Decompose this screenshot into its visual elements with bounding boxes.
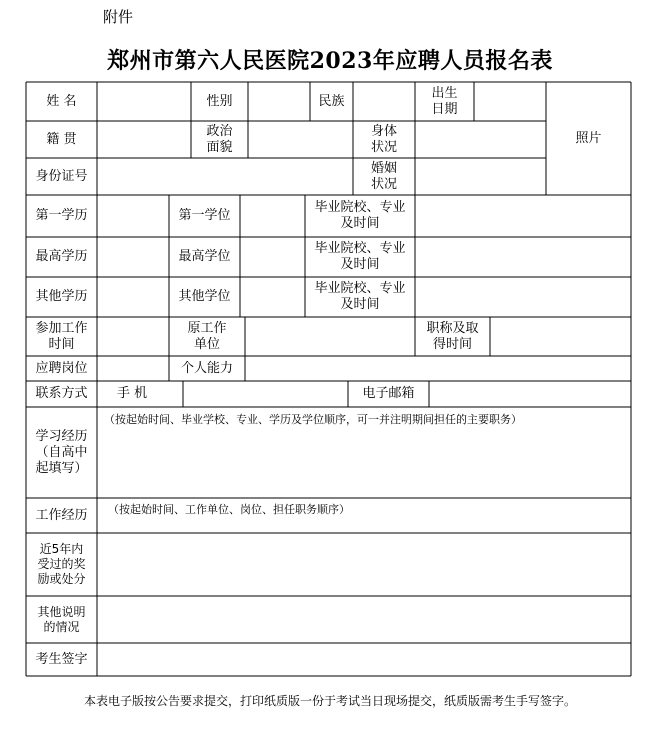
input-other-notes[interactable] — [98, 597, 630, 642]
label-other-grad-line1: 毕业院校、专业 — [314, 281, 406, 296]
label-other-education: 其他学历 — [35, 289, 88, 304]
label-highest-graduation — [305, 237, 415, 277]
label-first-grad-line1: 毕业院校、专业 — [314, 200, 406, 215]
label-political-status — [191, 121, 248, 158]
label-signature: 考生签字 — [35, 651, 88, 667]
label-work-start-line2: 时间 — [48, 336, 75, 352]
label-health-line2: 状况 — [370, 139, 397, 155]
input-name[interactable] — [98, 83, 190, 120]
label-former-unit-line1: 原工作 — [187, 320, 227, 336]
form-title: 郑州市第六人民医院2023年应聘人员报名表 — [107, 48, 553, 74]
label-awards-line1: 近5年内 — [39, 542, 84, 556]
label-birth-line2: 日期 — [431, 101, 458, 117]
label-contact: 联系方式 — [35, 386, 88, 401]
footer-note: 本表电子版按公告要求提交，打印纸质版一份于考试当日现场提交，纸质版需考生手写签字。 — [83, 694, 576, 708]
input-first-degree[interactable] — [241, 196, 304, 236]
label-birth-date — [415, 82, 474, 121]
label-highest-education: 最高学历 — [35, 249, 88, 264]
label-health-line1: 身体 — [370, 123, 397, 139]
label-former-unit — [169, 317, 245, 356]
label-email: 电子邮箱 — [362, 386, 415, 401]
input-native-place[interactable] — [98, 122, 190, 157]
label-awards-line3: 励或处分 — [37, 572, 86, 586]
input-work-start[interactable] — [98, 318, 168, 355]
label-highest-grad-line1: 毕业院校、专业 — [314, 241, 406, 256]
input-health[interactable] — [416, 122, 545, 157]
label-title-time-line1: 职称及取 — [426, 320, 479, 336]
input-applied-post[interactable] — [98, 357, 168, 380]
label-marital-line1: 婚姻 — [370, 160, 397, 176]
work-history-hint: （按起始时间、工作单位、岗位、担任职务顺序） — [108, 503, 350, 516]
input-signature[interactable] — [98, 644, 630, 675]
photo-box[interactable] — [546, 82, 631, 195]
label-title-time-line2: 得时间 — [432, 336, 472, 352]
label-personal-ability: 个人能力 — [180, 360, 233, 376]
label-gender: 性别 — [206, 93, 233, 109]
label-other-line2: 的情况 — [43, 619, 80, 634]
label-other-grad-line2: 及时间 — [340, 297, 380, 312]
label-first-grad-line2: 及时间 — [340, 216, 380, 231]
input-study-history[interactable] — [98, 408, 630, 497]
label-work-history: 工作经历 — [35, 507, 88, 523]
label-study-line3: 起填写） — [35, 460, 88, 476]
label-other-degree: 其他学位 — [178, 289, 231, 304]
label-political-line2: 面貌 — [206, 139, 233, 155]
input-marital[interactable] — [416, 159, 545, 194]
label-title-time — [415, 317, 490, 356]
input-first-education[interactable] — [98, 196, 168, 236]
input-title-time[interactable] — [491, 318, 630, 355]
input-email[interactable] — [430, 382, 630, 406]
label-birth-line1: 出生 — [431, 85, 458, 101]
label-study-line1: 学习经历 — [35, 428, 88, 444]
label-applied-post: 应聘岗位 — [35, 360, 88, 376]
label-awards-line2: 受过的奖 — [37, 557, 86, 571]
label-political-line1: 政治 — [206, 123, 233, 139]
input-former-unit[interactable] — [246, 318, 414, 355]
input-awards[interactable] — [98, 534, 630, 595]
input-birth-date[interactable] — [475, 83, 545, 120]
input-other-degree[interactable] — [241, 278, 304, 316]
label-other-graduation — [305, 277, 415, 317]
input-first-graduation[interactable] — [416, 196, 630, 236]
input-gender[interactable] — [249, 83, 309, 120]
input-other-education[interactable] — [98, 278, 168, 316]
input-highest-degree[interactable] — [241, 238, 304, 276]
label-highest-degree: 最高学位 — [178, 249, 231, 264]
label-other-notes — [26, 596, 97, 643]
label-other-line1: 其他说明 — [37, 604, 86, 619]
label-study-history — [26, 407, 97, 498]
label-id-number: 身份证号 — [35, 168, 88, 184]
input-other-graduation[interactable] — [416, 278, 630, 316]
label-marital-line2: 状况 — [370, 176, 397, 192]
input-highest-education[interactable] — [98, 238, 168, 276]
label-native-place: 籍 贯 — [46, 131, 77, 147]
label-first-graduation — [305, 195, 415, 237]
input-mobile[interactable] — [184, 382, 347, 406]
label-photo: 照片 — [575, 130, 602, 146]
study-history-hint: （按起始时间、毕业学校、专业、学历及学位顺序，可一并注明期间担任的主要职务） — [104, 413, 522, 426]
label-study-line2: （自高中 — [35, 444, 88, 460]
input-ethnicity[interactable] — [354, 83, 414, 120]
label-marital — [353, 158, 415, 195]
label-highest-grad-line2: 及时间 — [340, 257, 380, 272]
attachment-label: 附件 — [103, 8, 134, 26]
label-work-start-line1: 参加工作 — [35, 320, 88, 336]
input-id-number[interactable] — [98, 159, 352, 194]
label-former-unit-line2: 单位 — [193, 336, 220, 352]
label-first-education: 第一学历 — [35, 208, 88, 223]
label-mobile: 手 机 — [117, 386, 148, 401]
label-ethnicity: 民族 — [318, 93, 345, 109]
label-work-start — [26, 317, 97, 356]
input-political-status[interactable] — [249, 122, 352, 157]
input-personal-ability[interactable] — [246, 357, 630, 380]
label-first-degree: 第一学位 — [178, 208, 231, 223]
input-work-history[interactable] — [98, 499, 630, 532]
label-awards — [26, 533, 97, 596]
input-highest-graduation[interactable] — [416, 238, 630, 276]
label-health — [353, 121, 415, 158]
label-name: 姓 名 — [46, 93, 77, 109]
